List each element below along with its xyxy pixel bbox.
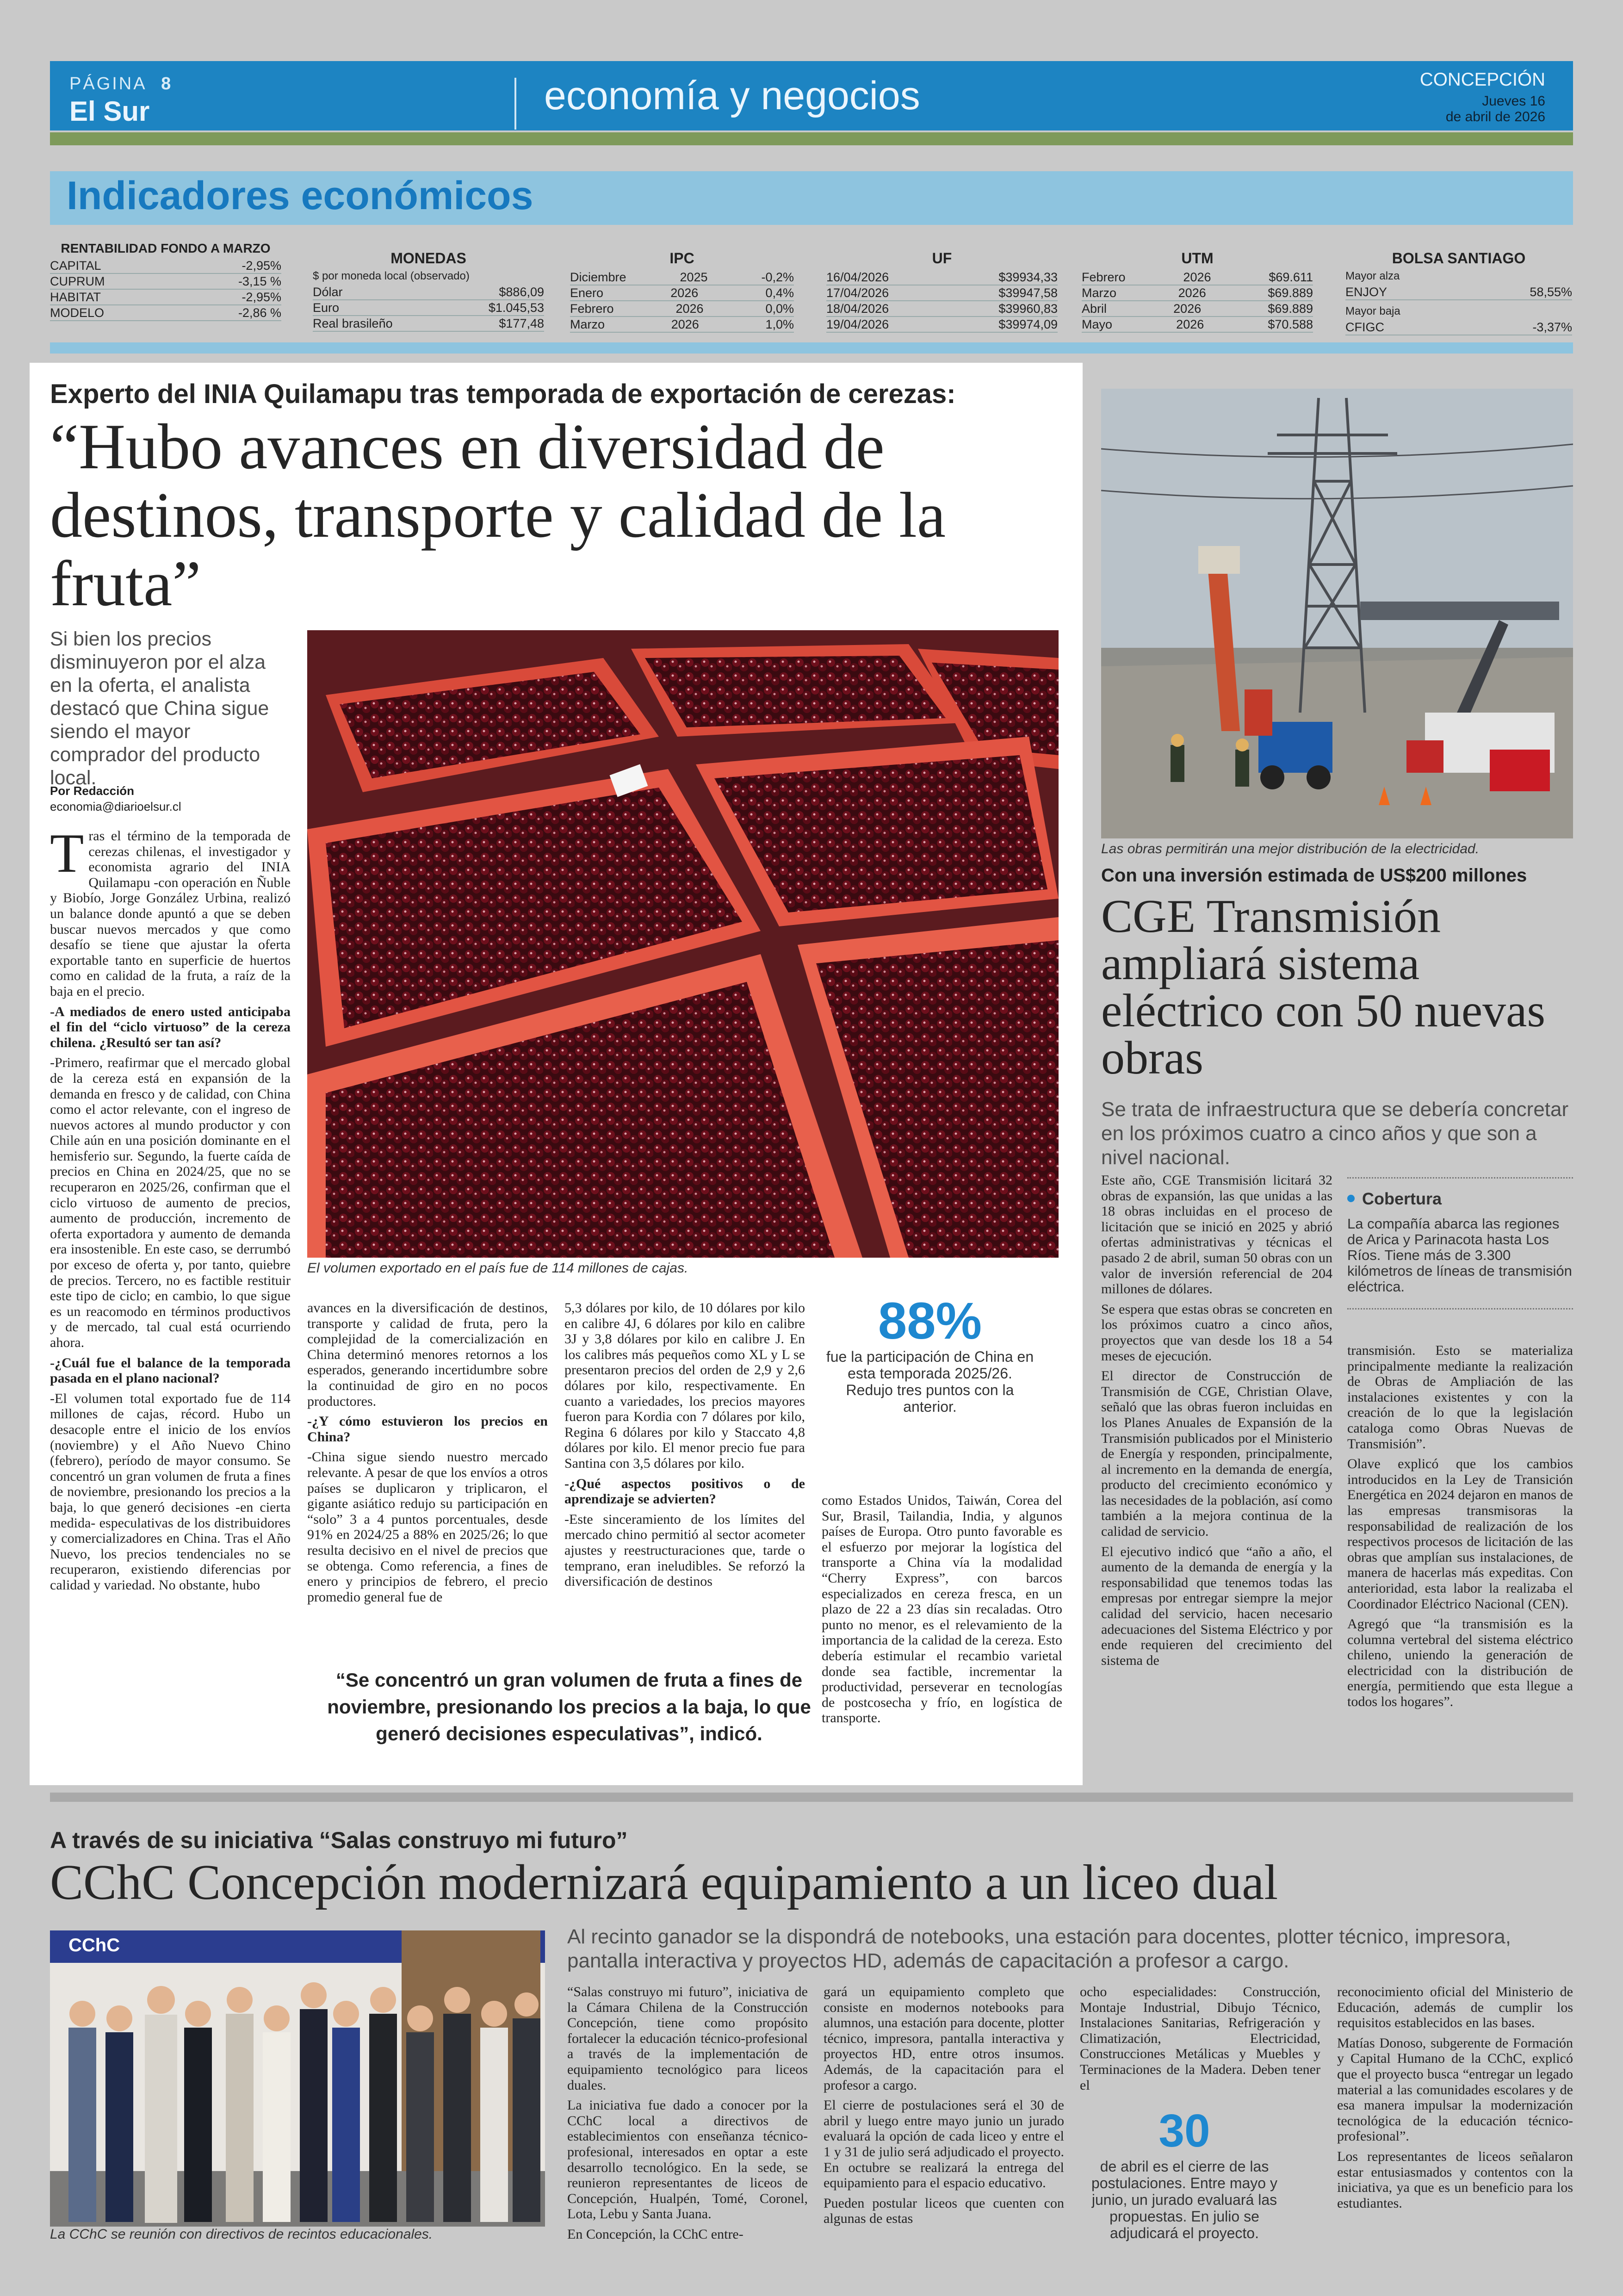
indicator-cell: MODELO (50, 306, 105, 320)
indicator-cell: $69.889 (1268, 286, 1313, 300)
paragraph-text: Agregó que “la transmisión es la columna vertebral del sistema eléctrico chileno, uniendo la generación de electricidad con la distribución de energía, permitiendo que esta llegue a todos los hogares”. (1347, 1616, 1573, 1710)
big-number-88: 88% (878, 1292, 982, 1350)
utm-title: UTM (1181, 250, 1214, 267)
cge-col-1 (1101, 1173, 1332, 1673)
paragraph-text: 5,3 dólares por kilo, de 10 dólares por kilo en calibre 4J, 6 dólares por kilo en calibre 3J y 3,8 dólares por kilo en calibre J. En los calibres más pequeños como XL y L se presentaron precios del orden de 2,9 y 2,6 dólares por kilo, respectivamente. En cuanto a variedades, los precios mayores fueron para Kordia con 7 dólares por kilo, Regina 6 dólares por kilo y Staccato 4,8 dólares por kilo. El menor precio fue para Santina con 3,5 dólares por kilo. (564, 1300, 805, 1471)
indicator-cell: 19/04/2026 (826, 317, 889, 331)
indicator-cell: HABITAT (50, 290, 101, 304)
byline: Por Redacción (50, 784, 135, 798)
cobertura-title: Cobertura (1362, 1189, 1442, 1208)
body-paragraph (567, 2227, 808, 2242)
page-label: PÁGINA (69, 74, 146, 93)
section-separator (50, 1793, 1573, 1802)
indicator-cell: 1,0% (765, 317, 794, 331)
transmission-photo (1101, 389, 1573, 838)
paragraph-text: como Estados Unidos, Taiwán, Corea del Sur, Brasil, Tailandia, India, y algunos países de Europa. Otro punto favorable es el esfuerzo por mejorar la logística del transporte a China vía la modalidad “Cherry Express”, con barcos especializados en cereza fresca, en un plazo de 22 a 23 días sin recaladas. Otro punto no menor, es el relevamiento de la importancia de la calidad de la cereza. Esto debería estimular el recambio varietal donde sea factible, incrementar la productividad, perseverar en tecnologías de postcosecha y frío, en logística de transporte. (822, 1493, 1062, 1726)
indicator-row (1082, 270, 1313, 285)
monedas-title: MONEDAS (390, 250, 466, 267)
indicator-row (50, 290, 281, 305)
indicator-cell: $177,48 (499, 316, 544, 330)
paragraph-text: -China sigue siendo nuestro mercado relevante. A pesar de que los envíos a otros países se duplicaron y triplicaron, el gigante asiático redujo su participación en “solo” 3 a 4 puntos porcentuales, desde 91% en 2024/25 a 88% en 2025/26; lo que resulta decisivo en el nivel de precios que se obtenga. Como referencia, a fines de enero y principios de febrero, el precio promedio general fue de (307, 1449, 548, 1605)
body-paragraph (822, 1493, 1062, 1726)
paragraph-text: El director de Construcción de Transmisión de CGE, Christian Olave, señaló que las obras fueron incluidas en los Planes Anuales de Expansión de la Transmisión publicados por el Ministerio de Energía y responden, principalmente, al incremento en la demanda de energía, producto del crecimiento económico y las necesidades de la población, así como también a la mejora continua de la calidad de servicio. (1101, 1368, 1332, 1539)
cchc-headline: CChC Concepción modernizará equipamiento a un liceo dual (50, 1855, 1278, 1910)
cchc-lead: Al recinto ganador se la dispondrá de notebooks, una estación para docentes, plotter técnico, impresora, pantalla interactiva y proyectos HD, además de capacitación a profesor a cargo. (567, 1925, 1511, 1972)
indicator-cell: 2026 (1183, 270, 1211, 284)
main-col-1 (50, 822, 291, 1598)
header-stripe (50, 132, 1573, 145)
uf-rows (826, 270, 1058, 333)
cchc-col-1 (567, 1984, 808, 2247)
paragraph-text: Se espera que estas obras se concreten en los próximos cuatro a cinco años, proyectos que van desde los 18 a 54 meses de ejecución. (1101, 1301, 1332, 1364)
indicator-cell: Marzo (1082, 286, 1117, 300)
indicator-cell: 2026 (1173, 302, 1202, 316)
body-paragraph (1337, 2149, 1573, 2211)
pull-quote: “Se concentró un gran volumen de fruta a fines de noviembre, presionando los precios a la baja, lo que generó decisiones especulativas”, indicó. (327, 1669, 811, 1744)
indicator-cell: Marzo (570, 317, 605, 331)
paragraph-text: Pueden postular liceos que cuenten con algunas de estas (824, 2195, 1064, 2227)
indicator-cell: $39960,83 (998, 302, 1058, 316)
indicator-cell: 18/04/2026 (826, 302, 889, 316)
indicator-cell: $69.611 (1269, 270, 1313, 284)
paragraph-text: Los representantes de liceos señalaron estar entusiasmados y contentos con la iniciativa, ya que es un beneficio para los estudiantes. (1337, 2148, 1573, 2211)
body-paragraph (1337, 1984, 1573, 2031)
cherries-photo (307, 630, 1059, 1258)
indicator-cell: $1.045,53 (488, 301, 544, 315)
monedas-subtitle: $ por moneda local (observado) (313, 270, 470, 282)
date-line-2: de abril de 2026 (1445, 109, 1545, 124)
paragraph-text: Este año, CGE Transmisión licitará 32 obras de expansión, las que unidas a las 18 obras incluidas en el proceso de licitación que se inició en 2025 y abrió ofertas administrativas y técnicas el pasado 2 de abril, suman 50 obras con un valor de inversión referencial de 204 millones de dólares. (1101, 1173, 1332, 1297)
bolsa-baja-row (1345, 320, 1572, 335)
paragraph-text: ras el término de la temporada de cerezas chilenas, el investigador y economista agrario del INIA Quilamapu -con operación en Ñuble y Biobío, Jorge González Urbina, realizó un balance donde apuntó a que se deben buscar nuevos mercados y que como desafío se tiene que ajustar la oferta exportable tanto en superficie de huertos como en calidad de la fruta, a raíz de la baja en el precio. (50, 828, 291, 999)
indicator-cell: 16/04/2026 (826, 270, 889, 284)
utm-rows (1082, 270, 1313, 333)
main-col-4 (822, 1493, 1062, 1731)
main-headline: “Hubo avances en diversidad de destinos, transporte y calidad de la fruta” (50, 411, 946, 620)
ipc-title: IPC (669, 250, 694, 267)
paragraph-text: El cierre de postulaciones será el 30 de abril y luego entre mayo junio un jurado evaluará la opción de cada liceo y entre el 1 y 31 de julio será adjudicado el proyecto. En octubre se realizará la entrega del equipamiento para el espacio educativo. (824, 2097, 1064, 2191)
indicator-cell: 0,4% (765, 286, 794, 300)
cge-col-2 (1347, 1343, 1573, 1714)
bolsa-alza-value: 58,55% (1530, 285, 1572, 299)
interview-question (50, 1004, 291, 1051)
bolsa-baja-label: Mayor baja (1345, 305, 1400, 317)
indicator-row (313, 316, 544, 332)
indicator-cell: 2025 (680, 270, 708, 284)
indicator-row (570, 285, 794, 301)
big-number-30-text: de abril es el cierre de las postulaciones. Entre mayo y junio, un jurado evaluará las propuestas. En julio se adjudicará el proyecto. (1091, 2158, 1277, 2241)
indicator-cell: -2,86 % (238, 306, 281, 320)
body-paragraph (1347, 1343, 1573, 1452)
indicator-cell: Dólar (313, 285, 343, 299)
body-paragraph (50, 822, 291, 999)
indicator-cell: 2026 (1176, 317, 1204, 331)
indicator-cell: 2026 (670, 286, 699, 300)
paragraph-text: ocho especialidades: Construcción, Montaje Industrial, Dibujo Técnico, Instalaciones Sanitarias, Refrigeración y Climatización, Electricidad, Construcciones Metálicas y Muebles y Terminaciones de la Madera. Deben tener el (1080, 1984, 1320, 2093)
bolsa-alza-name: ENJOY (1345, 285, 1388, 299)
bolsa-alza-row (1345, 285, 1572, 300)
indicator-cell: -3,15 % (238, 274, 281, 288)
indicator-row (570, 270, 794, 285)
paragraph-text: reconocimiento oficial del Ministerio de Educación, además de cumplir los requisitos establecidos en las bases. (1337, 1984, 1573, 2031)
body-paragraph (50, 1055, 291, 1350)
paragraph-text: -¿Y cómo estuvieron los precios en China? (307, 1414, 548, 1445)
main-kicker: Experto del INIA Quilamapu tras temporada de exportación de cerezas: (50, 379, 956, 409)
cchc-caption: La CChC se reunión con directivos de recintos educacionales. (50, 2227, 433, 2242)
indicator-cell: Real brasileño (313, 316, 393, 330)
indicator-row (313, 300, 544, 316)
paragraph-text: El ejecutivo indicó que “año a año, el aumento de la demanda de energía y la responsabilidad que tenemos todas las empresas por entregar siempre la mejor calidad del servicio, hacen necesario adecuaciones del Sistema Eléctrico y por ende requieren del crecimiento del sistema de (1101, 1544, 1332, 1668)
page-number: 8 (161, 74, 173, 93)
indicators-title: Indicadores económicos (67, 174, 533, 218)
body-paragraph (824, 2097, 1064, 2191)
drop-cap: T (50, 822, 84, 884)
cchc-col-4 (1337, 1984, 1573, 2215)
bolsa-baja-value: -3,37% (1532, 320, 1572, 334)
main-lead: Si bien los precios disminuyeron por el alza en la oferta, el analista destacó que China sigue siendo el mayor comprador del producto local. (50, 628, 269, 789)
fondo-title: RENTABILIDAD FONDO A MARZO (61, 241, 271, 255)
date-line-1: Jueves 16 (1482, 93, 1545, 109)
bolsa-baja-name: CFIGC (1345, 320, 1384, 334)
body-paragraph (567, 2097, 808, 2222)
body-paragraph (307, 1300, 548, 1409)
indicator-cell: 17/04/2026 (826, 286, 889, 300)
cobertura-text: La compañía abarca las regiones de Arica y Parinacota hasta Los Ríos. Tiene más de 3.300 kilómetros de líneas de transmisión eléctrica. (1347, 1216, 1572, 1295)
paragraph-text: -¿Cuál fue el balance de la temporada pasada en el plano nacional? (50, 1355, 291, 1386)
indicator-row (1082, 317, 1313, 333)
monedas-rows (313, 285, 544, 332)
body-paragraph (1347, 1616, 1573, 1710)
main-col-2 (307, 1300, 548, 1609)
utm-block (1082, 250, 1313, 333)
body-paragraph (824, 1984, 1064, 2093)
indicator-cell: $69.889 (1268, 302, 1313, 316)
indicator-row (50, 305, 281, 321)
paragraph-text: En Concepción, la CChC entre- (567, 2226, 743, 2242)
indicator-cell: $70.588 (1268, 317, 1313, 331)
indicator-cell: Febrero (1082, 270, 1126, 284)
monedas-block (313, 250, 544, 332)
bolsa-title: BOLSA SANTIAGO (1392, 250, 1526, 267)
fondo-block (50, 242, 281, 321)
paragraph-text: Matías Donoso, subgerente de Formación y Capital Humano de la CChC, explicó que el proyecto busca “entregar un legado material a las comunidades escolares y de esa manera impulsar la modernización tecnológica de la educación técnico-profesional”. (1337, 2035, 1573, 2144)
big-number-30: 30 (1158, 2105, 1210, 2157)
body-paragraph (567, 1984, 808, 2093)
body-paragraph (1101, 1368, 1332, 1539)
indicator-cell: Mayo (1082, 317, 1113, 331)
indicator-row (313, 285, 544, 300)
ipc-rows (570, 270, 794, 333)
body-paragraph (564, 1300, 805, 1471)
paragraph-text: -Este sinceramiento de los límites del mercado chino permitió al sector acometer ajustes y reestructuraciones que, tarde o temprano, eran ineludibles. Se reforzó la diversificación de destinos (564, 1511, 805, 1589)
section-title: economía y negocios (544, 74, 920, 118)
paragraph-text: -El volumen total exportado fue de 114 millones de cajas, récord. Hubo un desacople entre el inicio de los envíos (noviembre) y el Año Nuevo Chino (febrero), período de mayor consumo. Se concentró un gran volumen de fruta a fines de noviembre, presionando los precios a la baja, lo que generó decisiones -en cierta medida- especulativas de los distribuidores y comercializadores en China. Tras el Año Nuevo, los precios tendenciales no se recuperaron, existiendo diferencias por calidad y variedad. No obstante, hubo (50, 1390, 291, 1593)
interview-question (564, 1476, 805, 1507)
indicator-row (826, 317, 1058, 333)
cchc-banner-logo: CChC (68, 1935, 120, 1955)
indicator-cell: $886,09 (499, 285, 544, 299)
body-paragraph (307, 1449, 548, 1605)
paragraph-text: -A mediados de enero usted anticipaba el fin del “ciclo virtuoso” de la cereza chilena. ¿Resultó ser tan así? (50, 1004, 291, 1050)
body-paragraph (564, 1512, 805, 1589)
header-divider (514, 78, 516, 130)
indicator-cell: Diciembre (570, 270, 626, 284)
cchc-col-2 (824, 1984, 1064, 2231)
paragraph-text: “Salas construyo mi futuro”, iniciativa de la Cámara Chilena de la Construcción Concepción, tiene como propósito fortalecer la educación técnico-profesional a través de la implementación de equipamiento tecnológico para liceos duales. (567, 1984, 808, 2093)
indicator-row (570, 317, 794, 333)
interview-question (307, 1414, 548, 1445)
indicator-cell: CAPITAL (50, 259, 101, 273)
big-number-88-text: fue la participación de China en esta temporada 2025/26. Redujo tres puntos con la anterior. (826, 1348, 1034, 1415)
paragraph-text: gará un equipamiento completo que consiste en modernos notebooks para alumnos, una estación para docente, plotter técnico, impresora, pantalla interactiva y proyectos HD, entre otros insumos. Además, de la capacitación para el profesor a cargo. (824, 1984, 1064, 2093)
indicator-cell: Enero (570, 286, 604, 300)
ipc-block (570, 250, 794, 333)
paragraph-text: -¿Qué aspectos positivos o de aprendizaje se advierten? (564, 1476, 805, 1507)
indicator-cell: CUPRUM (50, 274, 105, 288)
transmission-caption: Las obras permitirán una mejor distribución de la electricidad. (1101, 841, 1480, 856)
uf-title: UF (932, 250, 952, 267)
body-paragraph (1347, 1456, 1573, 1612)
cge-headline: CGE Transmisión ampliará sistema eléctrico con 50 nuevas obras (1101, 890, 1546, 1084)
uf-block (826, 250, 1058, 333)
paragraph-text: transmisión. Esto se materializa principalmente mediante la realización de Obras de Ampliación de las instalaciones existentes y con la creación de lo que la legislación cataloga como Obras Nuevas de Transmisión”. (1347, 1343, 1573, 1452)
indicator-row (826, 270, 1058, 285)
paragraph-text: avances en la diversificación de destinos, transporte y calidad de fruta, pero la complejidad de la comercialización en China determinó menores retornos a los esperados, generando incertidumbre sobre la continuidad de giro en no pocos productores. (307, 1300, 548, 1409)
cherries-caption: El volumen exportado en el país fue de 114 millones de cajas. (307, 1260, 688, 1276)
paragraph-text: Olave explicó que los cambios introducidos en la Ley de Transición Energética en 2024 dejaron en manos de las empresas transmisoras la responsabilidad de realización de los respectivos procesos de licitación de las obras que amplían sus instalaciones, de manera de hacerlas más expeditas. Con anterioridad, esta labor la realizaba el Coordinador Eléctrico Nacional (CEN). (1347, 1456, 1573, 1612)
indicators-end-bar (50, 342, 1573, 354)
interview-question (50, 1355, 291, 1386)
indicator-cell: Euro (313, 301, 340, 315)
body-paragraph (824, 2196, 1064, 2227)
body-paragraph (1337, 2035, 1573, 2144)
bolsa-alza-label: Mayor alza (1345, 270, 1400, 282)
paragraph-text: -Primero, reafirmar que el mercado global de la cereza está en expansión de la demanda en fresco y de calidad, con China como el actor relevante, con el ingreso de nuevos actores al mundo productor y con Chile aún en una posición dominante en el hemisferio sur. Segundo, la fuerte caída de precios en China en 2024/25, que no se recuperaron en 2025/26, confirman que el ciclo virtuoso de aumento de precios, aumento de producción, incremento de oferta exportadora y aumento de demanda era insostenible. En este caso, se derrumbó por exceso de oferta y, por tanto, quiebre de precios. Tercero, no es factible restituir este tipo de ciclo; en cambio, lo que sigue es un reacomodo en términos productivos y de mercado, tal cual está ocurriendo ahora. (50, 1055, 291, 1350)
indicator-cell: -0,2% (761, 270, 794, 284)
body-paragraph (1101, 1173, 1332, 1297)
header-city: CONCEPCIÓN (1419, 69, 1545, 90)
cchc-col-3 (1080, 1984, 1320, 2097)
paragraph-text: La iniciativa fue dado a conocer por la CChC local a directivos de establecimientos con enseñanza técnico-profesional, interesados en optar a este desarrollo tecnológico. En la sede, se reunieron representantes de liceos de Concepción, Hualpén, Tomé, Coronel, Lota, Lebu y Santa Juana. (567, 2097, 808, 2222)
indicator-row (1082, 285, 1313, 301)
cge-kicker: Con una inversión estimada de US$200 millones (1101, 865, 1527, 886)
group-people-illustration (50, 1930, 545, 2227)
author-email[interactable]: economia@diarioelsur.cl (50, 800, 181, 813)
page-number-label (69, 74, 173, 94)
bolsa-block (1345, 250, 1572, 335)
cchc-kicker: A través de su iniciativa “Salas construyo mi futuro” (50, 1827, 628, 1853)
indicator-cell: $39947,58 (998, 286, 1058, 300)
body-paragraph (1101, 1302, 1332, 1364)
body-paragraph (50, 1391, 291, 1593)
cchc-group-photo (50, 1930, 545, 2227)
indicator-cell: Febrero (570, 302, 614, 316)
indicator-cell: $39974,09 (998, 317, 1058, 331)
indicator-cell: 2026 (1178, 286, 1206, 300)
indicator-row (50, 274, 281, 290)
indicator-row (50, 258, 281, 274)
indicator-cell: -2,95% (242, 259, 281, 273)
body-paragraph (1080, 1984, 1320, 2093)
indicator-cell: Abril (1082, 302, 1107, 316)
indicator-cell: 2026 (675, 302, 704, 316)
indicator-cell: 0,0% (765, 302, 794, 316)
newspaper-name: El Sur (69, 96, 150, 127)
indicator-row (826, 301, 1058, 317)
indicator-cell: -2,95% (242, 290, 281, 304)
main-col-3 (564, 1300, 805, 1594)
indicator-row (826, 285, 1058, 301)
header-date (1446, 93, 1545, 125)
indicator-cell: 2026 (671, 317, 699, 331)
indicator-cell: $39934,33 (998, 270, 1058, 284)
indicator-row (570, 301, 794, 317)
body-paragraph (1101, 1544, 1332, 1669)
indicator-row (1082, 301, 1313, 317)
cge-lead: Se trata de infraestructura que se debería concretar en los próximos cuatro a cinco años y que son a nivel nacional. (1101, 1098, 1569, 1169)
fondo-rows (50, 258, 281, 321)
